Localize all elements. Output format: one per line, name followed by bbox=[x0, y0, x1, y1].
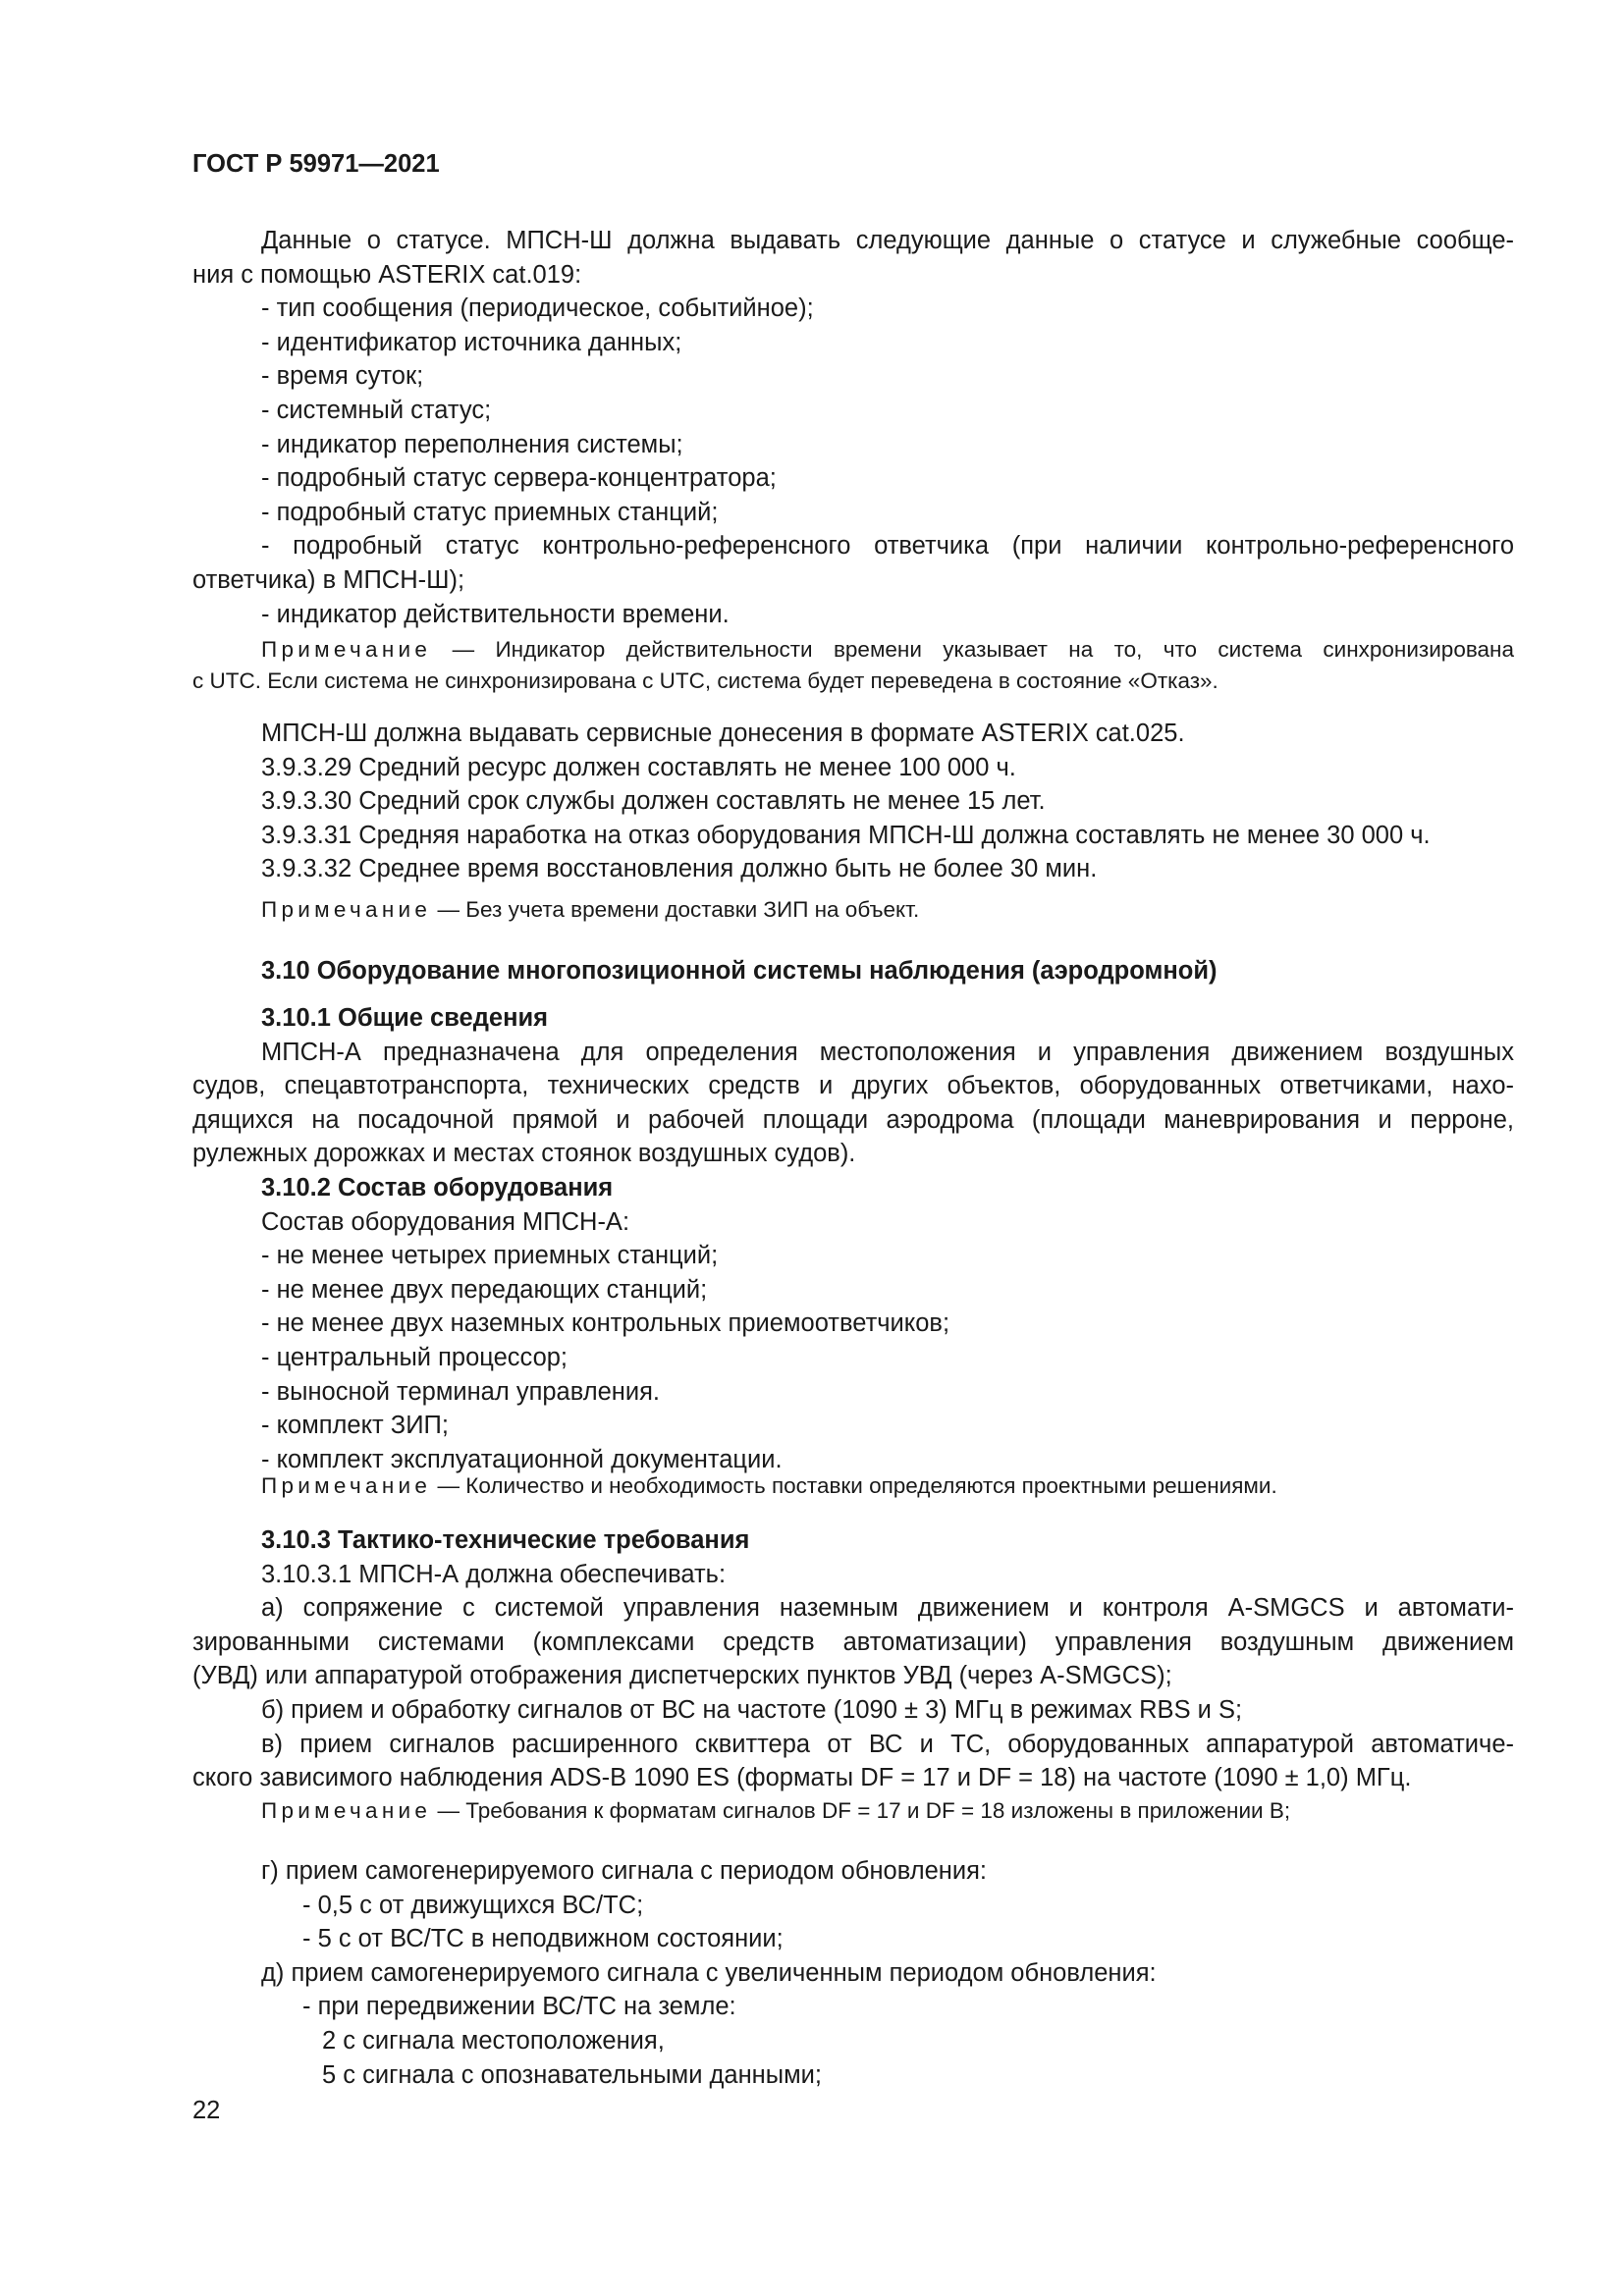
section-3-10-1-title: 3.10.1 Общие сведения bbox=[261, 1004, 549, 1032]
note-1 bbox=[192, 634, 1514, 697]
item-d-subsubitem: 2 с сигнала местоположения, bbox=[322, 2026, 665, 2055]
note-2-text: — Без учета времени доставки ЗИП на объект. bbox=[431, 897, 920, 922]
service-line: МПСН-Ш должна выдавать сервисные донесения в формате ASTERIX cat.025. bbox=[261, 720, 1185, 747]
status-item: - индикатор переполнения системы; bbox=[261, 430, 683, 458]
status-intro-line1: Данные о статусе. МПСН-Ш должна выдавать следующие данные о статусе и служебные сообще- bbox=[261, 227, 1514, 254]
service-line: 3.9.3.32 Среднее время восстановления должно быть не более 30 мин. bbox=[261, 855, 1098, 883]
tail-section bbox=[192, 1854, 1514, 2092]
status-item-long-line2: ответчика) в МПСН-Ш); bbox=[192, 565, 465, 594]
item-a-line: (УВД) или аппаратурой отображения диспетчерских пунктов УВД (через A-SMGCS); bbox=[192, 1662, 1172, 1690]
section-3-10-3 bbox=[192, 1523, 1514, 1795]
note-4-text: — Требования к форматам сигналов DF = 17 и DF = 18 изложены в приложении В; bbox=[431, 1798, 1291, 1823]
composition-item: - комплект эксплуатационной документации. bbox=[261, 1445, 783, 1473]
section-3-10-1-line: МПСН-А предназначена для определения местоположения и управления движением воздушных bbox=[261, 1038, 1514, 1066]
note-2 bbox=[192, 894, 1514, 926]
note-label: Примечание bbox=[261, 1473, 432, 1498]
status-item: - тип сообщения (периодическое, событийное); bbox=[261, 294, 814, 323]
composition-item: - не менее двух наземных контрольных приемоответчиков; bbox=[261, 1309, 950, 1338]
item-d-subitem: - при передвижении ВС/ТС на земле: bbox=[302, 1993, 736, 2021]
section-3-10-1-line: судов, спецавтотранспорта, технических средств и других объектов, оборудованных ответчиками, нахо- bbox=[192, 1072, 1514, 1100]
item-v-line: в) прием сигналов расширенного сквиттера от ВС и ТС, оборудованных аппаратурой автоматиче- bbox=[261, 1730, 1514, 1758]
note-4-line bbox=[192, 1795, 1514, 1827]
section-3-10-2-intro: Состав оборудования МПСН-А: bbox=[261, 1207, 630, 1236]
page-number: 22 bbox=[192, 2097, 221, 2124]
status-item-long-line1: - подробный статус контрольно-референсного ответчика (при наличии контрольно-референсного bbox=[261, 532, 1514, 561]
service-line: 3.9.3.31 Средняя наработка на отказ оборудования МПСН-Ш должна составлять не менее 30 000 ч. bbox=[261, 821, 1431, 849]
note-1-line2: с UTC. Если система не синхронизирована с UTC, система будет переведена в состояние «Отказ». bbox=[192, 668, 1218, 693]
note-4 bbox=[192, 1795, 1514, 1827]
status-intro-line2: ния с помощью ASTERIX cat.019: bbox=[192, 260, 582, 289]
note-label: Примечание bbox=[261, 637, 432, 662]
note-1-line1 bbox=[192, 634, 1514, 666]
section-3-10-1-line: дящихся на посадочной прямой и рабочей площади аэродрома (площади маневрирования и перроне, bbox=[192, 1105, 1514, 1134]
document-header: ГОСТ Р 59971—2021 bbox=[192, 150, 440, 178]
section-3-10-3-intro: 3.10.3.1 МПСН-А должна обеспечивать: bbox=[261, 1560, 727, 1588]
status-item: - время суток; bbox=[261, 362, 424, 391]
item-g-subitem: - 5 с от ВС/ТС в неподвижном состоянии; bbox=[302, 1925, 784, 1953]
item-d-subsubitem: 5 с сигнала с опознавательными данными; bbox=[322, 2060, 822, 2089]
note-2-line bbox=[192, 894, 1514, 926]
section-3-10-title: 3.10 Оборудование многопозиционной системы наблюдения (аэродромной) bbox=[261, 957, 1218, 985]
item-v-line: ского зависимого наблюдения ADS-B 1090 ES (форматы DF = 17 и DF = 18) на частоте (1090 ± 1,0) МГц. bbox=[192, 1764, 1412, 1792]
composition-item: - комплект ЗИП; bbox=[261, 1412, 449, 1440]
status-item: - идентификатор источника данных; bbox=[261, 328, 682, 356]
composition-item: - не менее двух передающих станций; bbox=[261, 1275, 708, 1304]
section-3-10-1-line: рулежных дорожках и местах стоянок воздушных судов). bbox=[192, 1140, 856, 1168]
item-g-line: г) прием самогенерируемого сигнала с периодом обновления: bbox=[261, 1857, 987, 1885]
composition-item: - не менее четырех приемных станций; bbox=[261, 1242, 719, 1270]
composition-item: - выносной терминал управления. bbox=[261, 1377, 660, 1406]
service-line: 3.9.3.29 Средний ресурс должен составлять не менее 100 000 ч. bbox=[261, 753, 1016, 781]
item-d-line: д) прием самогенерируемого сигнала с увеличенным периодом обновления: bbox=[261, 1958, 1157, 1987]
section-3-10 bbox=[192, 954, 1514, 988]
status-item: - подробный статус сервера-концентратора; bbox=[261, 464, 777, 493]
item-g-subitem: - 0,5 с от движущихся ВС/ТС; bbox=[302, 1891, 644, 1919]
note-label: Примечание bbox=[261, 897, 432, 922]
status-item: - системный статус; bbox=[261, 396, 492, 424]
item-a-line: а) сопряжение с системой управления наземным движением и контроля A-SMGCS и автомати- bbox=[261, 1594, 1514, 1623]
section-3-10-3-title: 3.10.3 Тактико-технические требования bbox=[261, 1526, 750, 1554]
section-3-10-1 bbox=[192, 1001, 1514, 1476]
status-item-last: - индикатор действительности времени. bbox=[261, 600, 730, 628]
status-section bbox=[192, 224, 1514, 631]
status-item: - подробный статус приемных станций; bbox=[261, 498, 719, 526]
service-line: 3.9.3.30 Средний срок службы должен составлять не менее 15 лет. bbox=[261, 787, 1046, 816]
note-3-line bbox=[192, 1470, 1514, 1502]
note-1-text: — Индикатор действительности времени указывает на то, что система синхронизирована bbox=[431, 637, 1514, 662]
note-3-text: — Количество и необходимость поставки определяются проектными решениями. bbox=[431, 1473, 1277, 1498]
service-section bbox=[192, 717, 1514, 886]
item-b-line: б) прием и обработку сигналов от ВС на частоте (1090 ± 3) МГц в режимах RBS и S; bbox=[261, 1695, 1243, 1724]
composition-item: - центральный процессор; bbox=[261, 1343, 568, 1371]
note-3 bbox=[192, 1470, 1514, 1502]
item-a-line: зированными системами (комплексами средств автоматизации) управления воздушным движением bbox=[192, 1628, 1514, 1656]
section-3-10-2-title: 3.10.2 Состав оборудования bbox=[261, 1173, 614, 1201]
note-label: Примечание bbox=[261, 1798, 432, 1823]
